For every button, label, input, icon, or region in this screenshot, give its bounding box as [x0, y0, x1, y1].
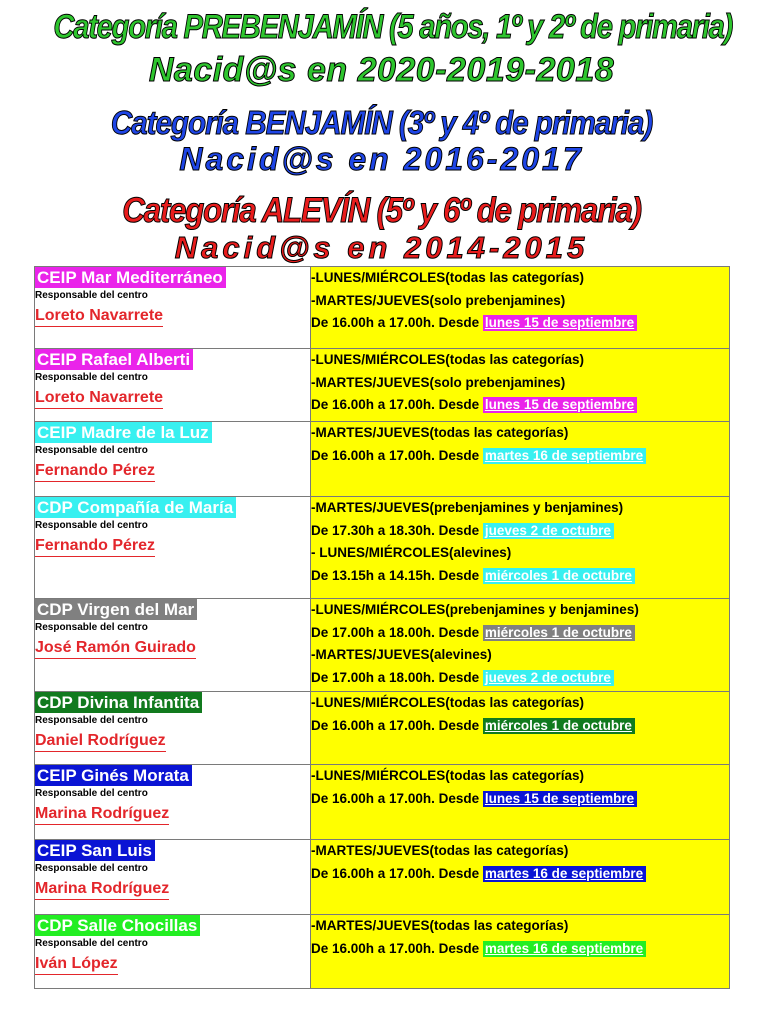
schedule-line: [311, 667, 729, 690]
schedule-line: [311, 349, 729, 372]
school-name: CDP Salle Chocillas: [35, 915, 200, 936]
schedule-text: -MARTES/JUEVES(alevines): [311, 647, 492, 662]
responsible-label: Responsable del centro: [35, 863, 148, 874]
school-row: [35, 267, 730, 349]
school-cell: [35, 422, 311, 497]
school-name: CDP Divina Infantita: [35, 692, 202, 713]
responsible-label: Responsable del centro: [35, 715, 148, 726]
schedule-line: [311, 840, 729, 863]
start-date-badge: martes 16 de septiembre: [483, 448, 646, 464]
start-date-badge: miércoles 1 de octubre: [483, 568, 635, 584]
schedule-text: -LUNES/MIÉRCOLES(todas las categorías): [311, 768, 585, 783]
schedule-line: [311, 542, 729, 565]
schedule-cell: [311, 349, 730, 422]
responsible-label: Responsable del centro: [35, 372, 148, 383]
schedule-text: De 17.00h a 18.00h. Desde: [311, 624, 483, 640]
start-date-badge: martes 16 de septiembre: [483, 866, 646, 882]
school-name: CDP Virgen del Mar: [35, 599, 197, 620]
start-date-badge: lunes 15 de septiembre: [483, 791, 637, 807]
responsible-label: Responsable del centro: [35, 520, 148, 531]
school-row: [35, 497, 730, 599]
start-date-badge: miércoles 1 de octubre: [483, 718, 635, 734]
schedule-text: De 16.00h a 17.00h. Desde: [311, 940, 483, 956]
school-cell: [35, 349, 311, 422]
start-date-badge: miércoles 1 de octubre: [483, 625, 635, 641]
header-alevin-years: Nacid@s en 2014-2015: [174, 230, 589, 265]
responsible-label: Responsable del centro: [35, 290, 148, 301]
responsible-label: Responsable del centro: [35, 788, 148, 799]
schedule-line: [311, 915, 729, 938]
schedule-line: [311, 715, 729, 738]
schedule-text: -LUNES/MIÉRCOLES(todas las categorías): [311, 270, 585, 285]
start-date-badge: lunes 15 de septiembre: [483, 397, 637, 413]
schedule-text: -LUNES/MIÉRCOLES(prebenjamines y benjamines): [311, 602, 639, 617]
schedule-text: De 16.00h a 17.00h. Desde: [311, 315, 483, 330]
start-date-badge: lunes 15 de septiembre: [483, 315, 637, 331]
start-date-badge: jueves 2 de octubre: [483, 523, 614, 539]
school-row: [35, 599, 730, 692]
header-alevin-title: Categoría ALEVÍN (5º y 6º de primaria): [122, 191, 641, 230]
school-row: [35, 692, 730, 765]
header-prebenjamin-title: Categoría PREBENJAMÍN (5 años, 1º y 2º de primaria): [53, 8, 733, 46]
school-name: CDP Compañía de María: [35, 497, 236, 518]
schedule-text: De 17.30h a 18.30h. Desde: [311, 522, 483, 538]
header-benjamin-title: Categoría BENJAMÍN (3º y 4º de primaria): [110, 104, 653, 141]
schedule-line: [311, 565, 729, 588]
responsible-person: Marina Rodríguez: [35, 879, 169, 900]
schedule-text: De 13.15h a 14.15h. Desde: [311, 567, 483, 583]
school-name: CEIP Mar Mediterráneo: [35, 267, 226, 288]
schedule-cell: [311, 497, 730, 599]
schedule-cell: [311, 422, 730, 497]
schedule-line: [311, 290, 729, 313]
school-row: [35, 349, 730, 422]
schedule-line: [311, 765, 729, 788]
schedule-line: [311, 497, 729, 520]
school-row: [35, 422, 730, 497]
schedule-line: [311, 599, 729, 622]
schedule-cell: [311, 692, 730, 765]
schedule-text: -MARTES/JUEVES(prebenjamines y benjamines): [311, 500, 624, 515]
schedule-cell: [311, 267, 730, 349]
schedule-cell: [311, 765, 730, 840]
school-row: [35, 840, 730, 915]
schedule-text: De 16.00h a 17.00h. Desde: [311, 790, 483, 806]
header-prebenjamin-years: Nacid@s en 2020-2019-2018: [148, 51, 615, 89]
school-cell: [35, 599, 311, 692]
schedule-line: [311, 422, 729, 445]
schedule-line: [311, 863, 729, 886]
schedule-text: De 16.00h a 17.00h. Desde: [311, 397, 483, 412]
responsible-person: Iván López: [35, 954, 118, 975]
schedule-line: [311, 692, 729, 715]
schedule-line: [311, 788, 729, 811]
responsible-label: Responsable del centro: [35, 938, 148, 949]
responsible-person: Loreto Navarrete: [35, 306, 163, 327]
schedule-text: -LUNES/MIÉRCOLES(todas las categorías): [311, 695, 585, 710]
school-cell: [35, 497, 311, 599]
schedule-text: -MARTES/JUEVES(todas las categorías): [311, 843, 569, 858]
schedule-text: -MARTES/JUEVES(solo prebenjamines): [311, 374, 566, 390]
school-cell: [35, 840, 311, 915]
responsible-label: Responsable del centro: [35, 622, 148, 633]
schedule-line: [311, 644, 729, 667]
responsible-person: Marina Rodríguez: [35, 804, 169, 825]
schedule-text: De 17.00h a 18.00h. Desde: [311, 669, 483, 685]
responsible-person: Loreto Navarrete: [35, 388, 163, 409]
schedule-text: De 16.00h a 17.00h. Desde: [311, 717, 483, 733]
header-benjamin-years: Nacid@s en 2016-2017: [179, 141, 584, 177]
responsible-person: Fernando Pérez: [35, 461, 155, 482]
responsible-person: José Ramón Guirado: [35, 638, 196, 659]
schedule-cell: [311, 599, 730, 692]
schedule-line: [311, 394, 729, 417]
school-cell: [35, 267, 311, 349]
schedule-line: [311, 622, 729, 645]
schedule-text: -LUNES/MIÉRCOLES(todas las categorías): [311, 352, 585, 367]
schedule-line: [311, 445, 729, 468]
schedule-line: [311, 372, 729, 395]
school-name: CEIP Madre de la Luz: [35, 422, 212, 443]
school-cell: [35, 692, 311, 765]
school-cell: [35, 765, 311, 840]
school-name: CEIP Ginés Morata: [35, 765, 192, 786]
responsible-label: Responsable del centro: [35, 445, 148, 456]
school-cell: [35, 915, 311, 989]
schedule-text: -MARTES/JUEVES(solo prebenjamines): [311, 292, 566, 308]
schedule-text: -MARTES/JUEVES(todas las categorías): [311, 425, 569, 440]
school-name: CEIP Rafael Alberti: [35, 349, 193, 370]
schedule-text: -MARTES/JUEVES(todas las categorías): [311, 918, 569, 933]
school-name: CEIP San Luis: [35, 840, 155, 861]
schedule-line: [311, 938, 729, 961]
responsible-person: Fernando Pérez: [35, 536, 155, 557]
schedule-table: [34, 266, 730, 989]
schedule-text: - LUNES/MIÉRCOLES(alevines): [311, 545, 512, 560]
start-date-badge: jueves 2 de octubre: [483, 670, 614, 686]
schedule-table-body: [35, 267, 730, 989]
responsible-person: Daniel Rodríguez: [35, 731, 166, 752]
schedule-text: De 16.00h a 17.00h. Desde: [311, 447, 483, 463]
schedule-text: De 16.00h a 17.00h. Desde: [311, 865, 483, 881]
school-row: [35, 915, 730, 989]
start-date-badge: martes 16 de septiembre: [483, 941, 646, 957]
schedule-cell: [311, 915, 730, 989]
schedule-line: [311, 312, 729, 335]
schedule-line: [311, 267, 729, 290]
schedule-line: [311, 520, 729, 543]
school-row: [35, 765, 730, 840]
schedule-cell: [311, 840, 730, 915]
